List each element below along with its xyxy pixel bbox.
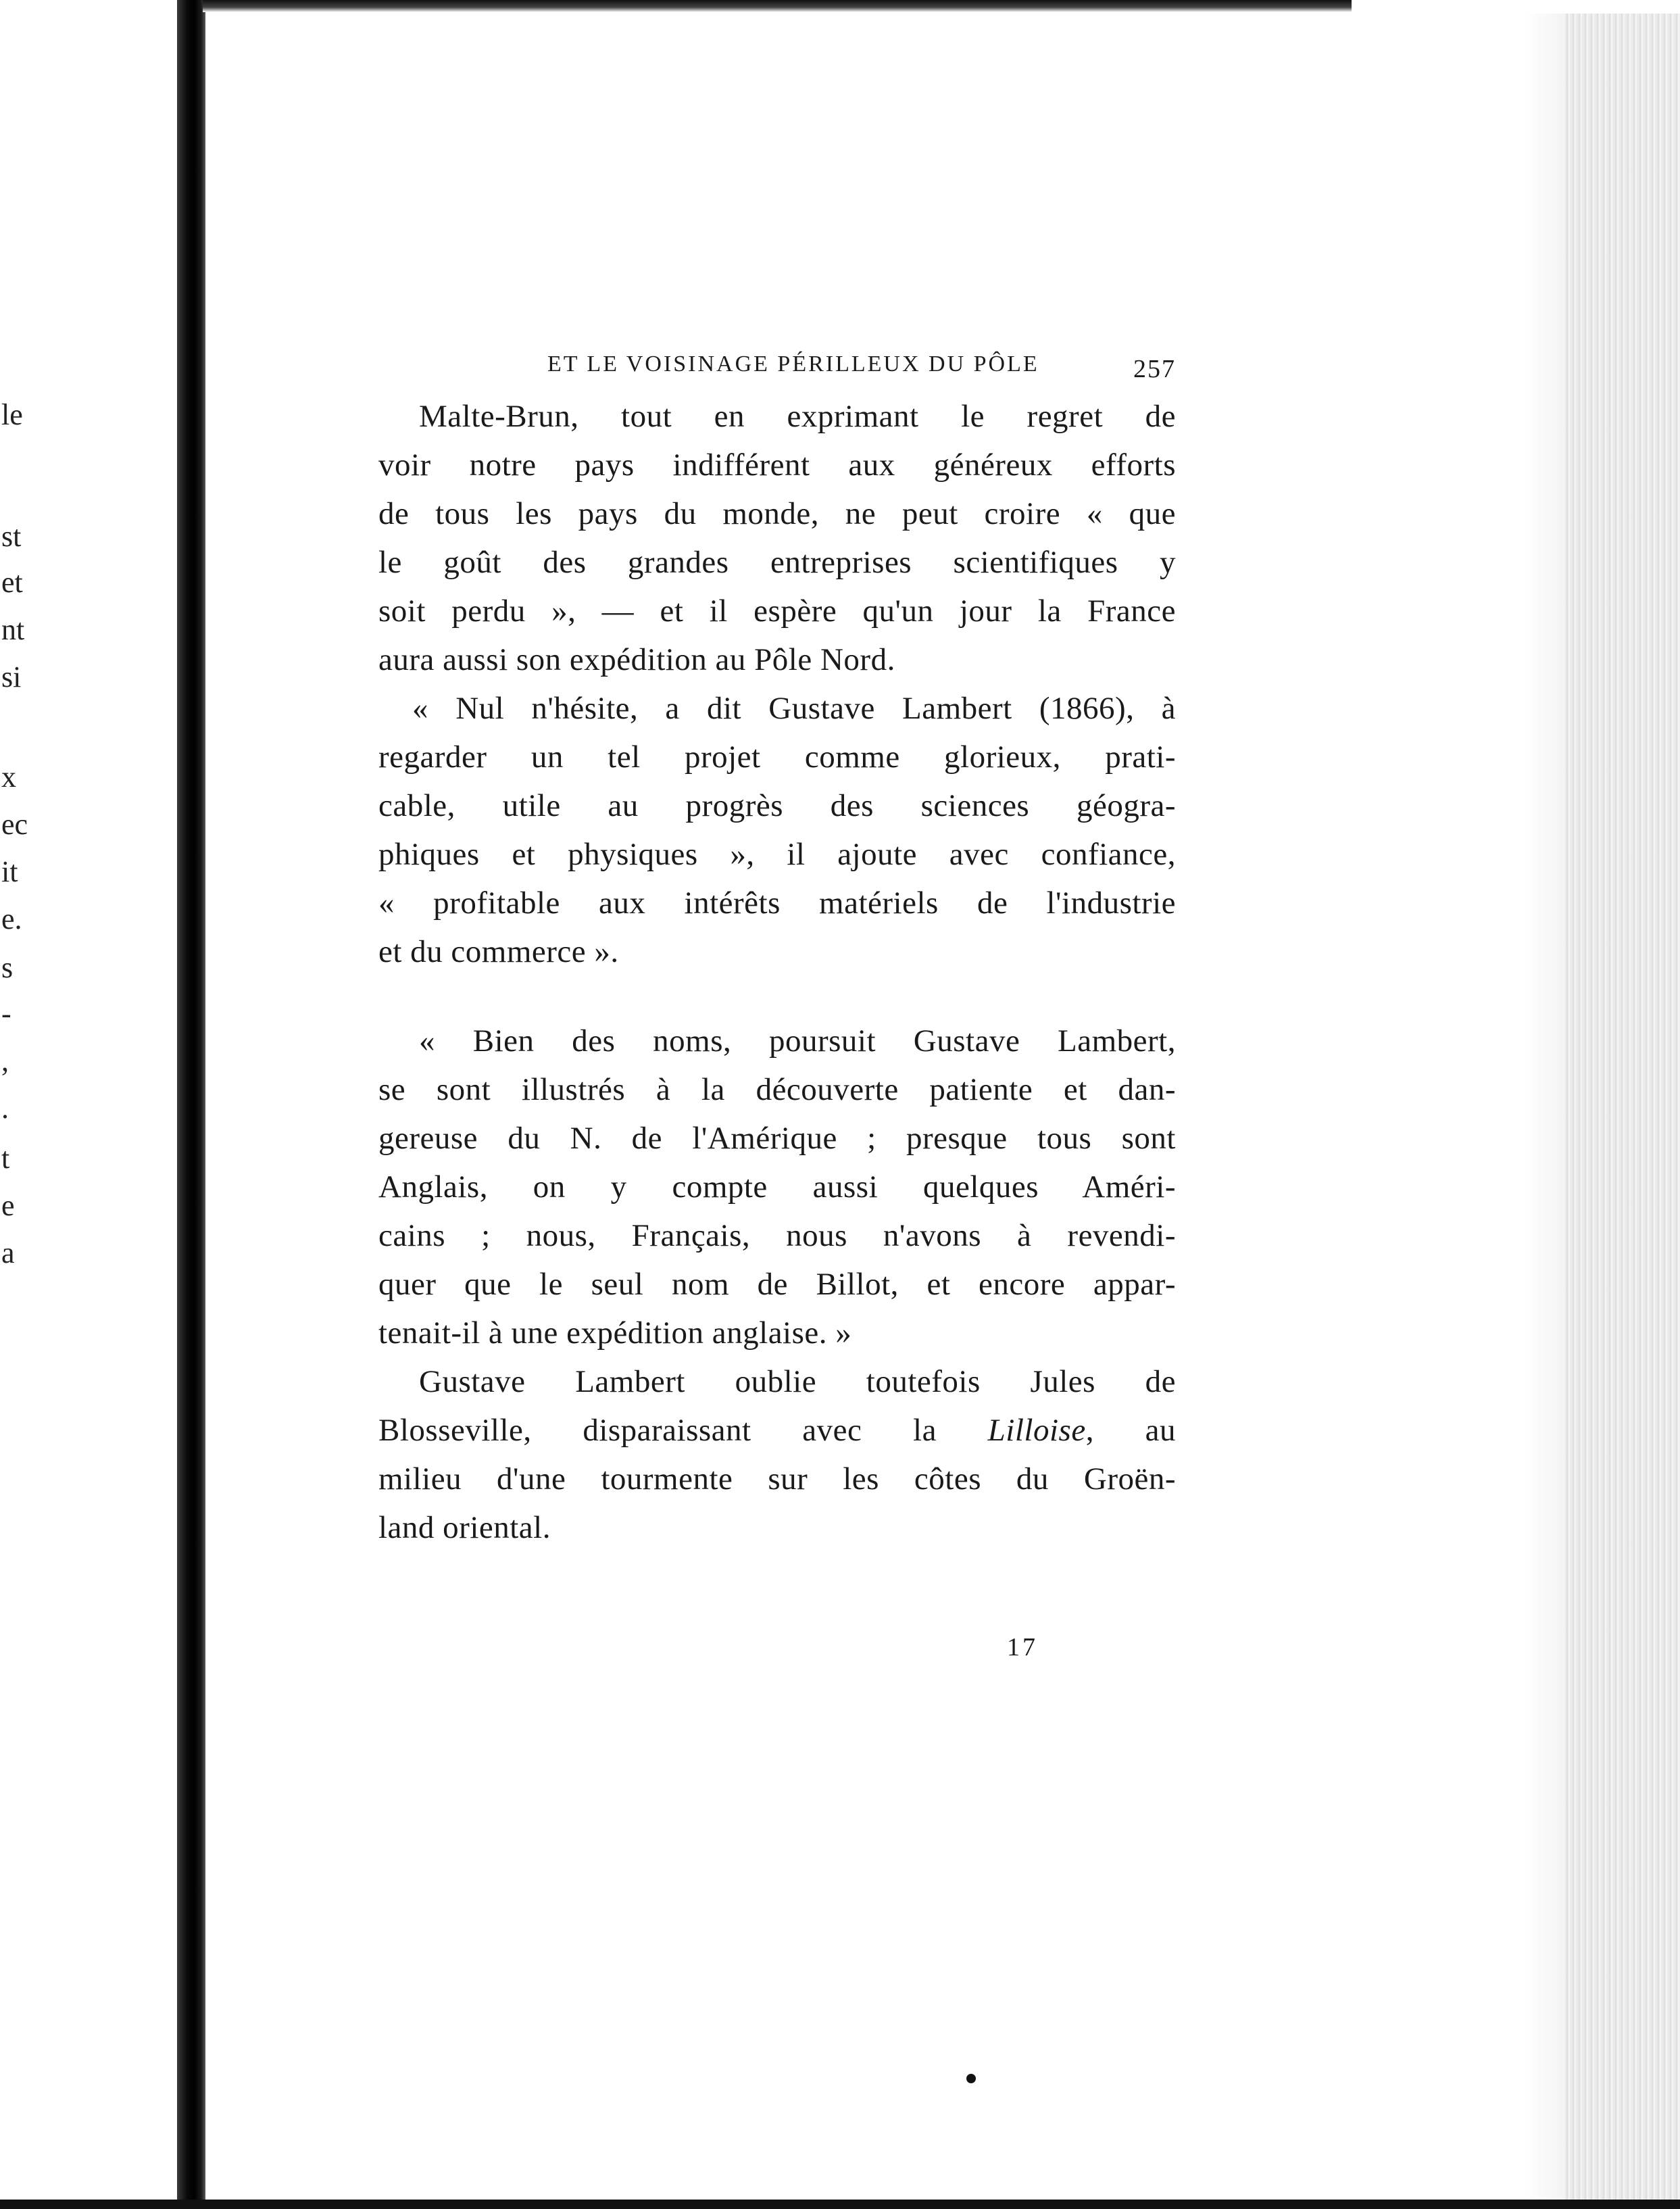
facing-page-fragment: et	[1, 566, 23, 599]
text-line: tenait-il à une expédition anglaise. »	[378, 1315, 852, 1351]
running-title: ET LE VOISINAGE PÉRILLEUX DU PÔLE	[547, 351, 1039, 377]
page-edge-shade	[1525, 14, 1565, 2209]
ship-name: Lilloise	[987, 1413, 1086, 1448]
page-number: 257	[1133, 355, 1176, 383]
text-line: le goût des grandes entreprises scientifiques y	[378, 545, 1176, 580]
paragraph-gap	[378, 976, 1176, 1017]
facing-page-fragment: a	[1, 1236, 15, 1269]
facing-page-fragment: le	[1, 398, 23, 431]
text-line: soit perdu », — et il espère qu'un jour la France	[378, 593, 1176, 629]
facing-page-fragment: st	[1, 520, 22, 553]
facing-page-fragment: e	[1, 1189, 15, 1222]
text-line: phiques et physiques », il ajoute avec confiance,	[378, 837, 1176, 872]
text-span: Blosseville, disparaissant avec la	[378, 1413, 988, 1448]
text-line: Anglais, on y compte aussi quelques Améri-	[378, 1169, 1176, 1205]
text-line: se sont illustrés à la découverte patiente et dan-	[378, 1072, 1176, 1107]
text-line: et du commerce ».	[378, 934, 619, 969]
facing-page	[0, 0, 203, 2209]
book-page	[378, 351, 1176, 1552]
text-line: « Nul n'hésite, a dit Gustave Lambert (1866), à	[412, 691, 1176, 726]
text-line: aura aussi son expédition au Pôle Nord.	[378, 642, 895, 677]
text-line: regarder un tel projet comme glorieux, prati-	[378, 739, 1176, 775]
text-line: quer que le seul nom de Billot, et encore appar-	[378, 1267, 1176, 1302]
facing-page-fragment: e.	[1, 902, 22, 936]
paragraph	[378, 1357, 1176, 1552]
paragraph	[378, 1017, 1176, 1357]
page-edges	[1565, 14, 1680, 2209]
facing-page-fragment: si	[1, 660, 22, 694]
text-line: cains ; nous, Français, nous n'avons à revendi-	[378, 1218, 1176, 1253]
ink-speck	[966, 2074, 976, 2083]
bottom-edge	[0, 2200, 1680, 2209]
binding-gutter	[177, 0, 205, 2209]
text-line: Gustave Lambert oublie toutefois Jules de	[419, 1364, 1176, 1399]
text-line: « Bien des noms, poursuit Gustave Lambert,	[419, 1023, 1176, 1059]
paragraph	[378, 392, 1176, 684]
facing-page-fragment: t	[1, 1142, 10, 1175]
signature-mark: 17	[1007, 1633, 1038, 1661]
facing-page-fragment: -	[1, 997, 11, 1030]
text-line: de tous les pays du monde, ne peut croire « que	[378, 496, 1176, 531]
facing-page-fragment: ec	[1, 808, 28, 841]
text-line: gereuse du N. de l'Amérique ; presque tous sont	[378, 1121, 1176, 1156]
facing-page-fragment: it	[1, 855, 18, 888]
facing-page-fragment: .	[1, 1092, 9, 1125]
facing-page-fragment: x	[1, 760, 16, 794]
text-line: cable, utile au progrès des sciences géogra-	[378, 788, 1176, 823]
facing-page-fragment: nt	[1, 613, 25, 646]
text-line	[378, 1406, 1176, 1455]
facing-page-fragment: s	[1, 951, 14, 984]
running-head	[378, 351, 1176, 392]
text-line: milieu d'une tourmente sur les côtes du Groën-	[378, 1461, 1176, 1497]
facing-page-fragment: ,	[1, 1044, 9, 1077]
text-line: voir notre pays indifférent aux généreux efforts	[378, 447, 1176, 483]
text-span: , au	[1085, 1413, 1176, 1448]
top-edge-shadow	[203, 0, 1352, 12]
text-line: land oriental.	[378, 1510, 551, 1545]
text-line: « profitable aux intérêts matériels de l'industrie	[378, 885, 1176, 921]
paragraph	[378, 684, 1176, 976]
text-line: Malte-Brun, tout en exprimant le regret de	[419, 399, 1176, 434]
